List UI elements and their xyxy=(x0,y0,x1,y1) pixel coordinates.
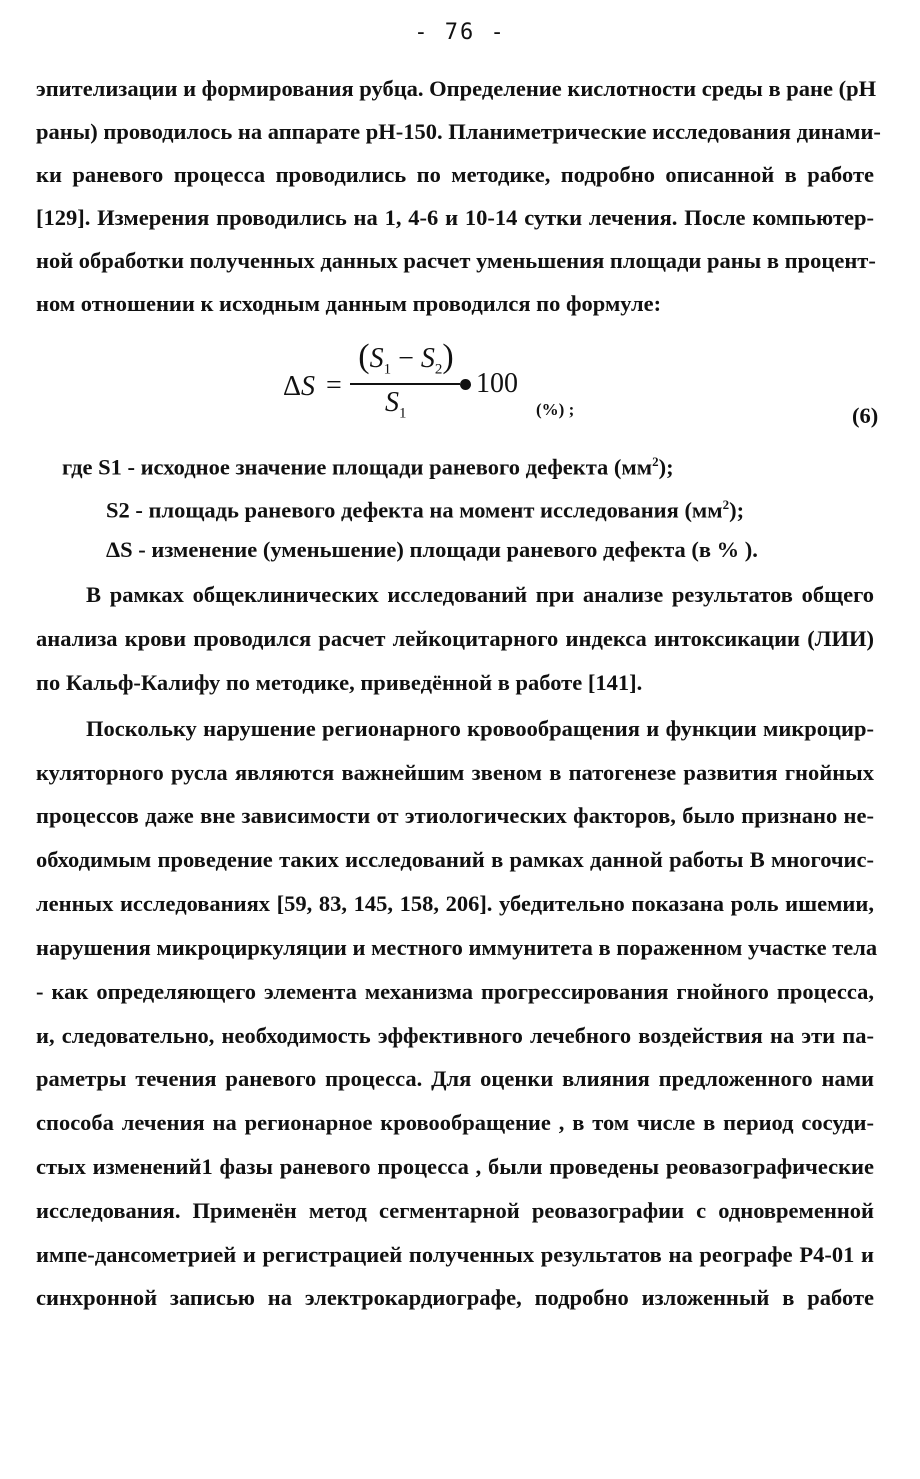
page-number: - 76 - xyxy=(414,20,506,45)
text-line: по Кальф-Калифу по методике, приведённой в работе [141]. xyxy=(36,670,643,695)
equation-number: (6) xyxy=(852,403,879,428)
formula-equals: = xyxy=(326,370,342,401)
text-line: куляторного русла являются важнейшим звеном в патогенезе развития гнойных xyxy=(36,760,874,785)
formula-lhs: ΔS xyxy=(283,371,316,402)
text-line: ной обработки полученных данных расчет уменьшения площади раны в процент- xyxy=(36,248,876,273)
text-line: Поскольку нарушение регионарного кровообращения и функции микроцир- xyxy=(86,716,874,741)
legend-line: ΔS - изменение (уменьшение) площади раневого дефекта (в % ). xyxy=(106,537,758,562)
text-line: анализа крови проводился расчет лейкоцитарного индекса интоксикации (ЛИИ) xyxy=(36,626,874,651)
text-line: ном отношении к исходным данным проводился по формуле: xyxy=(36,291,662,316)
text-line: [129]. Измерения проводились на 1, 4-6 и 10-14 сутки лечения. После компьютер- xyxy=(36,205,874,230)
formula xyxy=(0,330,920,440)
text-line: - как определяющего элемента механизма прогрессирования гнойного процесса, xyxy=(36,979,874,1004)
fraction-bar xyxy=(350,383,460,385)
text-line: ленных исследованиях [59, 83, 145, 158, 206]. убедительно показана роль ишемии, xyxy=(36,891,874,916)
text-line: способа лечения на регионарное кровообращение , в том числе в период сосуди- xyxy=(36,1110,874,1135)
text-line: обходимым проведение таких исследований в рамках данной работы В многочис- xyxy=(36,847,874,872)
formula-numerator: $(S_1 - S_2)$ xyxy=(358,338,454,378)
text-line: нарушения микроциркуляции и местного иммунитета в пораженном участке тела xyxy=(36,935,878,960)
legend-line: где S1 - исходное значение площади раневого дефекта $(мм^2)$; xyxy=(62,454,674,480)
text-line: раны) проводилось на аппарате рН-150. Планиметрические исследования динами- xyxy=(36,119,881,144)
text-line: В рамках общеклинических исследований при анализе результатов общего xyxy=(86,582,874,607)
text-line: синхронной записью на электрокардиографе, подробно изложенный в работе xyxy=(36,1285,874,1310)
formula-unit: (%) ; xyxy=(536,400,575,419)
legend-line: S2 - площадь раневого дефекта на момент исследования $(мм^2)$; xyxy=(106,497,745,523)
formula-denominator: $S_1$ xyxy=(385,387,407,422)
text-line: исследования. Применён метод сегментарной реовазографии с одновременной xyxy=(36,1198,874,1223)
text-line: стых изменений1 фазы раневого процесса , были проведены реовазографические xyxy=(36,1154,874,1179)
text-line: ки раневого процесса проводились по методике, подробно описанной в работе xyxy=(36,162,874,187)
text-line: раметры течения раневого процесса. Для оценки влияния предложенного нами xyxy=(36,1066,874,1091)
formula-multiplier: 100 xyxy=(476,368,518,399)
text-line: процессов даже вне зависимости от этиологических факторов, было признано не- xyxy=(36,803,874,828)
text-line: импе-дансометрией и регистрацией полученных результатов на реографе Р4-01 и xyxy=(36,1242,874,1267)
text-line: эпителизации и формирования рубца. Определение кислотности среды в ране (рН xyxy=(36,76,877,101)
multiply-dot xyxy=(460,379,471,390)
text-line: и, следовательно, необходимость эффективного лечебного воздействия на эти па- xyxy=(36,1023,874,1048)
